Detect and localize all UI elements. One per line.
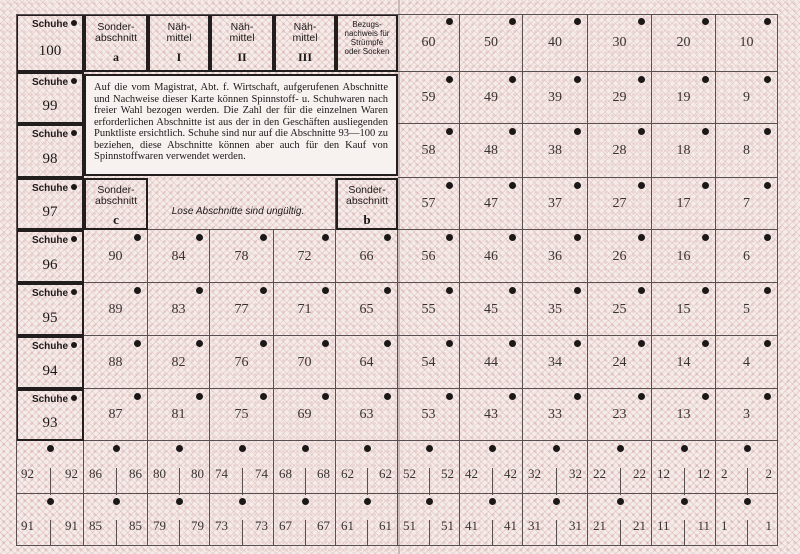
strip-number-left: 1 xyxy=(721,518,728,533)
coupon-number: 7 xyxy=(743,196,750,211)
coupon-number: 69 xyxy=(297,407,312,422)
coupon-number: 57 xyxy=(421,196,436,211)
strip-number-left: 85 xyxy=(89,518,102,533)
strip-number-right: 85 xyxy=(129,518,142,533)
coupon-number: 35 xyxy=(548,302,562,317)
strip-number-right: 67 xyxy=(317,518,330,533)
coupon-number: 16 xyxy=(676,249,691,264)
strip-number-right: 42 xyxy=(504,466,517,481)
strip-number-right: 86 xyxy=(129,466,142,481)
shoe-number: 95 xyxy=(42,310,58,326)
strip-number-right: 79 xyxy=(191,518,204,533)
coupon-number: 14 xyxy=(676,355,691,370)
info-panel xyxy=(84,74,398,176)
coupon-number: 76 xyxy=(234,355,249,370)
strip-number-right: 2 xyxy=(765,466,772,481)
special-label: Sonder- abschnitt xyxy=(94,184,138,207)
coupon-number: 78 xyxy=(234,249,249,264)
coupon-number: 65 xyxy=(359,302,374,317)
coupon-number: 23 xyxy=(612,407,627,422)
info-note: Lose Abschnitte sind ungültig. xyxy=(171,206,305,217)
strip-number-right: 73 xyxy=(255,518,268,533)
strip-number-right: 68 xyxy=(317,466,330,481)
shoe-label: Schuhe xyxy=(31,77,69,88)
strip-number-left: 41 xyxy=(465,518,478,533)
strip-number-left: 68 xyxy=(279,466,292,481)
coupon-number: 70 xyxy=(297,355,312,370)
shoe-number: 94 xyxy=(42,363,58,379)
strip-number-right: 51 xyxy=(441,518,454,533)
coupon-number: 33 xyxy=(548,407,562,422)
strip-number-right: 31 xyxy=(569,518,582,533)
shoe-label: Schuhe xyxy=(31,129,69,140)
coupon-number: 5 xyxy=(743,302,750,317)
coupon-number: 46 xyxy=(484,249,498,264)
coupon-number: 87 xyxy=(108,407,123,422)
coupon-number: 63 xyxy=(359,407,374,422)
strip-number-left: 61 xyxy=(341,518,354,533)
shoe-number: 93 xyxy=(42,415,58,431)
coupon-number: 58 xyxy=(421,143,436,158)
shoe-number: 96 xyxy=(42,257,58,273)
header-cell-value: I xyxy=(176,50,182,64)
coupon-number: 83 xyxy=(171,302,186,317)
coupon-number: 17 xyxy=(676,196,691,211)
strip-number-left: 12 xyxy=(657,466,670,481)
coupon-number: 84 xyxy=(171,249,186,264)
coupon-number: 56 xyxy=(421,249,436,264)
strip-number-right: 92 xyxy=(65,466,78,481)
strip-number-right: 91 xyxy=(65,518,78,533)
shoe-label: Schuhe xyxy=(31,288,69,299)
strip-number-right: 80 xyxy=(191,466,204,481)
strip-number-right: 41 xyxy=(504,518,517,533)
strip-number-right: 52 xyxy=(441,466,454,481)
coupon-number: 30 xyxy=(612,35,627,50)
header-cell-label: Näh- mittel xyxy=(229,21,255,44)
strip-number-left: 74 xyxy=(215,466,228,481)
strip-number-right: 21 xyxy=(633,518,646,533)
coupon-number: 18 xyxy=(676,143,691,158)
strip-number-right: 11 xyxy=(697,518,710,533)
coupon-number: 36 xyxy=(548,249,562,264)
shoe-label: Schuhe xyxy=(31,341,69,352)
strip-number-right: 32 xyxy=(569,466,582,481)
coupon-number: 89 xyxy=(108,302,123,317)
strip-number-left: 62 xyxy=(341,466,354,481)
coupon-number: 55 xyxy=(421,302,436,317)
coupon-number: 53 xyxy=(421,407,436,422)
strip-number-left: 2 xyxy=(721,466,728,481)
coupon-number: 27 xyxy=(612,196,627,211)
shoe-number: 99 xyxy=(42,98,58,114)
strip-number-left: 21 xyxy=(593,518,606,533)
coupon-number: 48 xyxy=(484,143,498,158)
strip-number-left: 92 xyxy=(21,466,34,481)
strip-number-left: 86 xyxy=(89,466,102,481)
special-letter: c xyxy=(113,212,119,227)
coupon-number: 9 xyxy=(743,90,750,105)
header-cell-value: a xyxy=(113,50,119,64)
coupon-number: 47 xyxy=(484,196,498,211)
special-letter: b xyxy=(363,212,371,227)
strip-number-right: 61 xyxy=(379,518,392,533)
header-cell-value: II xyxy=(237,50,247,64)
coupon-number: 8 xyxy=(743,143,750,158)
coupon-number: 66 xyxy=(359,249,374,264)
strip-number-left: 31 xyxy=(528,518,541,533)
coupon-number: 20 xyxy=(676,35,691,50)
coupon-number: 90 xyxy=(108,249,123,264)
coupon-number: 37 xyxy=(548,196,562,211)
coupon-number: 81 xyxy=(171,407,186,422)
strip-number-right: 1 xyxy=(765,518,772,533)
coupon-number: 39 xyxy=(548,90,562,105)
coupon-number: 19 xyxy=(676,90,691,105)
coupon-number: 60 xyxy=(421,35,436,50)
shoe-label: Schuhe xyxy=(31,183,69,194)
strip-number-left: 73 xyxy=(215,518,228,533)
special-label: Sonder- abschnitt xyxy=(345,184,389,207)
strip-number-left: 11 xyxy=(657,518,670,533)
coupon-number: 44 xyxy=(484,355,498,370)
shoe-label: Schuhe xyxy=(31,235,69,246)
header-cell-label: Bezugs- nachweis für Strümpfe oder Socken xyxy=(344,20,390,56)
coupon-number: 13 xyxy=(676,407,691,422)
shoe-number: 100 xyxy=(38,43,62,59)
header-cell-value: III xyxy=(297,50,312,64)
coupon-number: 3 xyxy=(743,407,750,422)
coupon-number: 28 xyxy=(612,143,627,158)
header-cell-label: Sonder- abschnitt xyxy=(94,21,138,44)
coupon-number: 59 xyxy=(421,90,436,105)
strip-number-left: 22 xyxy=(593,466,606,481)
coupon-number: 71 xyxy=(297,302,312,317)
strip-number-left: 91 xyxy=(21,518,34,533)
coupon-number: 6 xyxy=(743,249,750,264)
strip-number-left: 32 xyxy=(528,466,541,481)
coupon-number: 10 xyxy=(739,35,754,50)
shoe-number: 98 xyxy=(42,151,58,167)
coupon-number: 38 xyxy=(548,143,562,158)
strip-number-right: 22 xyxy=(633,466,646,481)
coupon-number: 88 xyxy=(108,355,123,370)
coupon-number: 45 xyxy=(484,302,498,317)
strip-number-left: 79 xyxy=(153,518,166,533)
strip-number-right: 74 xyxy=(255,466,268,481)
shoe-label: Schuhe xyxy=(31,19,69,30)
strip-number-left: 51 xyxy=(403,518,416,533)
coupon-number: 64 xyxy=(359,355,374,370)
coupon-number: 50 xyxy=(484,35,498,50)
coupon-number: 24 xyxy=(612,355,627,370)
strip-number-right: 62 xyxy=(379,466,392,481)
coupon-number: 15 xyxy=(676,302,691,317)
header-cell-label: Näh- mittel xyxy=(292,21,318,44)
strip-number-right: 12 xyxy=(697,466,710,481)
shoe-number: 97 xyxy=(42,204,58,220)
strip-number-left: 42 xyxy=(465,466,478,481)
shoe-label: Schuhe xyxy=(31,394,69,405)
coupon-number: 54 xyxy=(421,355,436,370)
coupon-number: 82 xyxy=(171,355,186,370)
coupon-number: 77 xyxy=(234,302,249,317)
coupon-number: 43 xyxy=(484,407,498,422)
strip-number-left: 80 xyxy=(153,466,166,481)
coupon-number: 34 xyxy=(548,355,562,370)
header-cell-label: Näh- mittel xyxy=(166,21,192,44)
coupon-number: 4 xyxy=(743,355,750,370)
strip-number-left: 67 xyxy=(279,518,292,533)
coupon-number: 75 xyxy=(234,407,249,422)
coupon-number: 49 xyxy=(484,90,498,105)
coupon-number: 26 xyxy=(612,249,627,264)
coupon-number: 25 xyxy=(612,302,627,317)
coupon-number: 40 xyxy=(548,35,562,50)
strip-number-left: 52 xyxy=(403,466,416,481)
info-text: Auf die vom Magistrat, Abt. f. Wirtschaft, aufgerufenen Abschnitte und Nachweise dieser Karte können Spinnstoff- u. Schuhwaren nach freier Wahl bezogen werden. Die Zahl der für die einzelnen Waren erforderlichen Abschnitte ist aus der in den Geschäften ausliegenden Punktliste ersichtlich. Schuhe sind nur auf die Abschnitte 93—100 zu beziehen, diese Abschnitte können aber auch für den Kauf von Spinnstoffwaren verwendet werden. xyxy=(94,82,388,162)
coupon-number: 72 xyxy=(297,249,312,264)
coupon-number: 29 xyxy=(612,90,627,105)
